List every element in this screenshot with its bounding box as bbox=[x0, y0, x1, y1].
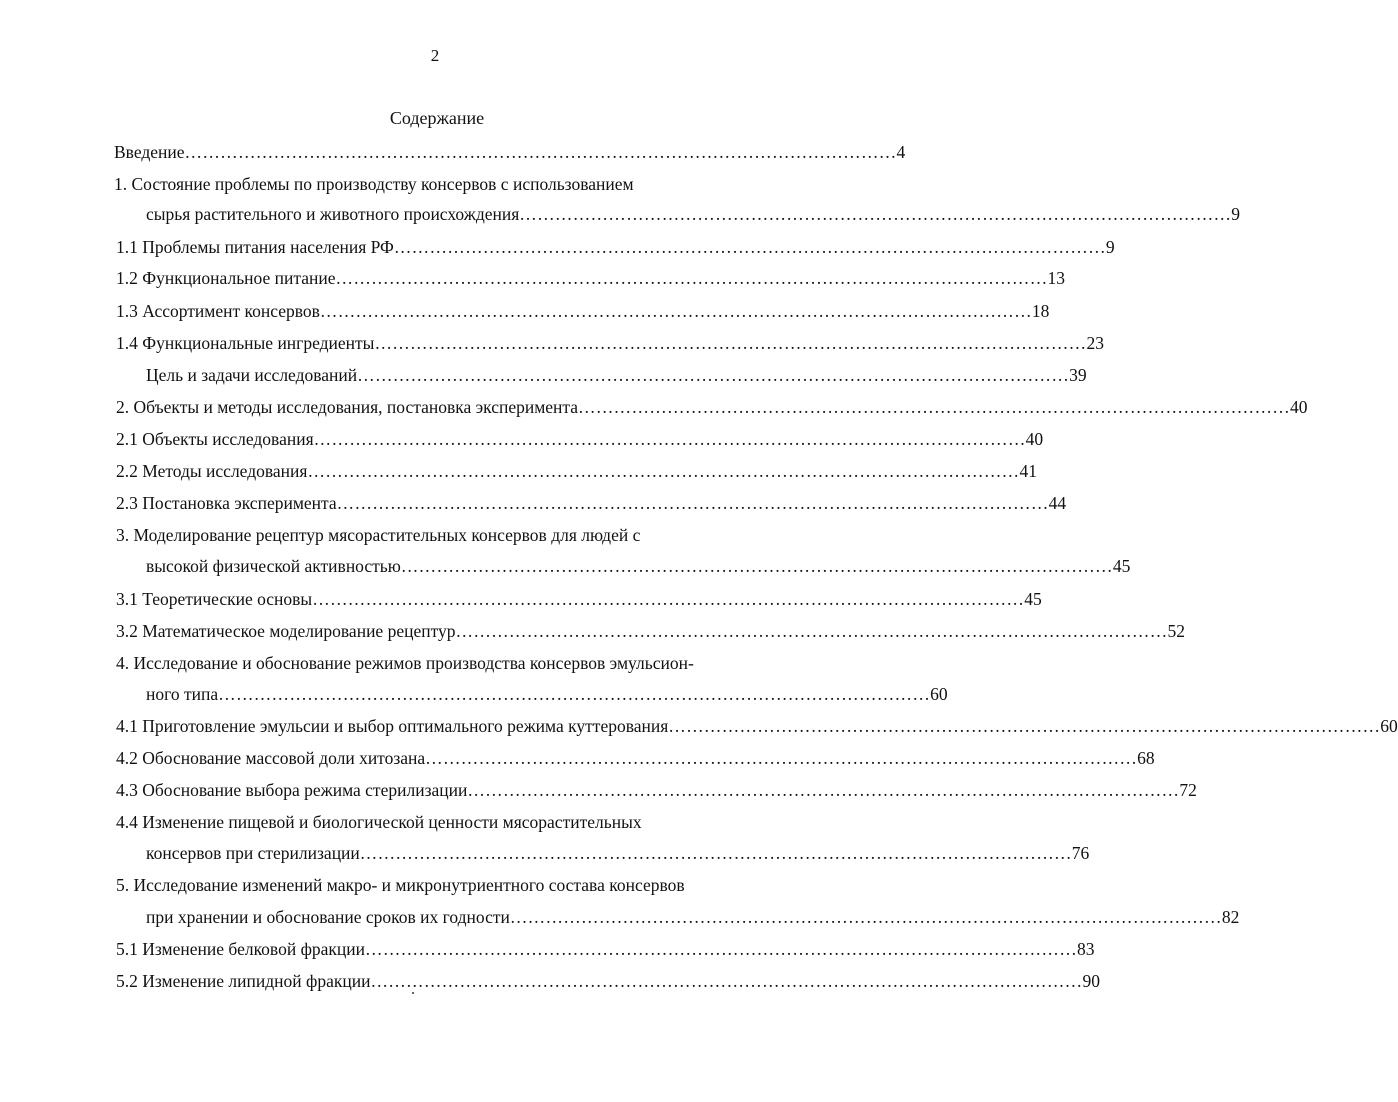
toc-entry bbox=[116, 651, 694, 675]
toc-entry-page: 9 bbox=[1231, 204, 1241, 224]
toc-entry-page: 4 bbox=[896, 142, 906, 162]
toc-entry-page: 45 bbox=[1024, 589, 1042, 609]
toc-entry: 2.3 Постановка эксперимента ………………………………………………………………………………………………………… 44 bbox=[116, 493, 1067, 513]
toc-entry-label: 2.3 Постановка эксперимента bbox=[116, 493, 337, 513]
toc-entry-label: 1. Состояние проблемы по производству консервов с использованием bbox=[114, 174, 634, 194]
toc-entry: 3.1 Теоретические основы ………………………………………………………………………………………………………… 45 bbox=[116, 589, 1042, 609]
toc-entry: 2. Объекты и методы исследования, постановка эксперимента ………………………………………………………………………………………………………… 40 bbox=[116, 397, 1308, 417]
toc-entry: Введение ………………………………………………………………………………………………………… 4 bbox=[114, 142, 906, 162]
toc-entry-page: 76 bbox=[1071, 843, 1090, 863]
toc-entry: 4.1 Приготовление эмульсии и выбор оптимального режима куттерования ………………………………………………………………………………………………………… 60 bbox=[116, 716, 1398, 736]
toc-entry-label: 5.1 Изменение белковой фракции bbox=[116, 939, 366, 959]
toc-entry-label: 2. Объекты и методы исследования, постановка эксперимента bbox=[116, 397, 579, 417]
toc-entry: 1.2 Функциональное питание ………………………………………………………………………………………………………… 13 bbox=[116, 268, 1066, 288]
toc-entry-page: 40 bbox=[1290, 397, 1308, 417]
toc-entry-label: высокой физической активностью bbox=[146, 556, 401, 576]
toc-entry-page: 90 bbox=[1082, 971, 1100, 991]
toc-entry: консервов при стерилизации ………………………………………………………………………………………………………… 76 bbox=[146, 843, 1090, 863]
toc-entry-label: при хранении и обоснование сроков их годности bbox=[146, 907, 510, 927]
toc-entry-page: 68 bbox=[1137, 748, 1155, 768]
toc-entry: при хранении и обоснование сроков их годности ………………………………………………………………………………………………………… 82 bbox=[146, 907, 1240, 927]
toc-entry: Цель и задачи исследований ………………………………………………………………………………………………………… 39 bbox=[146, 365, 1087, 385]
toc-title: Содержание bbox=[389, 108, 485, 128]
toc-entry-label: 3.2 Математическое моделирование рецептур bbox=[116, 621, 456, 641]
toc-entry-page: 60 bbox=[930, 684, 948, 704]
toc-entry: ного типа ………………………………………………………………………………………………………… 60 bbox=[146, 684, 948, 704]
toc-entry-page: 72 bbox=[1179, 780, 1197, 800]
toc-entry-label: 1.3 Ассортимент консервов bbox=[116, 301, 320, 321]
toc-entry-page: 13 bbox=[1047, 268, 1066, 288]
toc-entry-page: 23 bbox=[1086, 333, 1104, 353]
toc-entry: 4.3 Обоснование выбора режима стерилизации ………………………………………………………………………………………………………… 72 bbox=[116, 780, 1197, 800]
toc-entry-label: консервов при стерилизации bbox=[146, 843, 360, 863]
toc-entry-page: 82 bbox=[1221, 907, 1240, 927]
toc-entry: 5.2 Изменение липидной фракции ………………………………………………………………………………………………………… 90 bbox=[116, 971, 1100, 991]
toc-entry-page: 83 bbox=[1077, 939, 1095, 959]
toc-entry bbox=[116, 810, 642, 834]
toc-entry-label: 4.4 Изменение пищевой и биологической ценности мясорастительных bbox=[116, 812, 642, 832]
toc-entry: 3.2 Математическое моделирование рецептур ………………………………………………………………………………………………………… 52 bbox=[116, 621, 1186, 641]
toc-entry-label: 1.1 Проблемы питания населения РФ bbox=[116, 237, 394, 257]
toc-entry-label: 3.1 Теоретические основы bbox=[116, 589, 313, 609]
toc-entry-page: 45 bbox=[1112, 556, 1131, 576]
toc-entry-label: 2.1 Объекты исследования bbox=[116, 429, 314, 449]
toc-entry-label: 4.2 Обоснование массовой доли хитозана bbox=[116, 748, 426, 768]
toc-entry-page: 60 bbox=[1380, 716, 1398, 736]
toc-entry: 4.2 Обоснование массовой доли хитозана ………………………………………………………………………………………………………… 68 bbox=[116, 748, 1155, 768]
toc-entry-page: 41 bbox=[1019, 461, 1037, 481]
toc-entry-label: Цель и задачи исследований bbox=[146, 365, 358, 385]
toc-entry: 2.2 Методы исследования ………………………………………………………………………………………………………… 41 bbox=[116, 461, 1037, 481]
toc-entry-label: Введение bbox=[114, 142, 185, 162]
toc-entry: 1.3 Ассортимент консервов ………………………………………………………………………………………………………… 18 bbox=[116, 301, 1050, 321]
toc-entry-label: сырья растительного и животного происхождения bbox=[146, 204, 520, 224]
toc-entry-page: 18 bbox=[1031, 301, 1050, 321]
toc-entry: 1.4 Функциональные ингредиенты ………………………………………………………………………………………………………… 23 bbox=[116, 333, 1104, 353]
toc-entry-label: ного типа bbox=[146, 684, 219, 704]
toc-entry bbox=[116, 523, 640, 547]
page-number: 2 bbox=[430, 46, 440, 65]
toc-entry-label: 5.2 Изменение липидной фракции bbox=[116, 971, 371, 991]
toc-entry: сырья растительного и животного происхождения ………………………………………………………………………………………………………… 9 bbox=[146, 204, 1241, 224]
toc-entry-page: 40 bbox=[1025, 429, 1044, 449]
toc-entry-label: 2.2 Методы исследования bbox=[116, 461, 308, 481]
toc-entry-label: 4.3 Обоснование выбора режима стерилизации bbox=[116, 780, 468, 800]
toc-entry-label: 1.4 Функциональные ингредиенты bbox=[116, 333, 375, 353]
toc-entry-page: 9 bbox=[1105, 237, 1115, 257]
toc-entry-page: 44 bbox=[1048, 493, 1067, 513]
toc-entry: высокой физической активностью ………………………………………………………………………………………………………… 45 bbox=[146, 556, 1131, 576]
toc-entry bbox=[116, 873, 685, 897]
toc-entry: 1.1 Проблемы питания населения РФ ………………………………………………………………………………………………………… 9 bbox=[116, 237, 1115, 257]
toc-entry-label: 4.1 Приготовление эмульсии и выбор оптимального режима куттерования bbox=[116, 716, 669, 736]
toc-entry: 5.1 Изменение белковой фракции ………………………………………………………………………………………………………… 83 bbox=[116, 939, 1095, 959]
toc-entry bbox=[114, 172, 634, 196]
toc-entry-label: 5. Исследование изменений макро- и микронутриентного состава консервов bbox=[116, 875, 685, 895]
scan-speck bbox=[412, 992, 414, 994]
toc-entry-label: 3. Моделирование рецептур мясорастительных консервов для людей с bbox=[116, 525, 641, 545]
toc-entry: 2.1 Объекты исследования ………………………………………………………………………………………………………… 40 bbox=[116, 429, 1044, 449]
toc-entry-label: 4. Исследование и обоснование режимов производства консервов эмульсион- bbox=[116, 653, 694, 673]
toc-entry-page: 52 bbox=[1167, 621, 1186, 641]
toc-entry-label: 1.2 Функциональное питание bbox=[116, 268, 336, 288]
toc-entry-page: 39 bbox=[1069, 365, 1087, 385]
